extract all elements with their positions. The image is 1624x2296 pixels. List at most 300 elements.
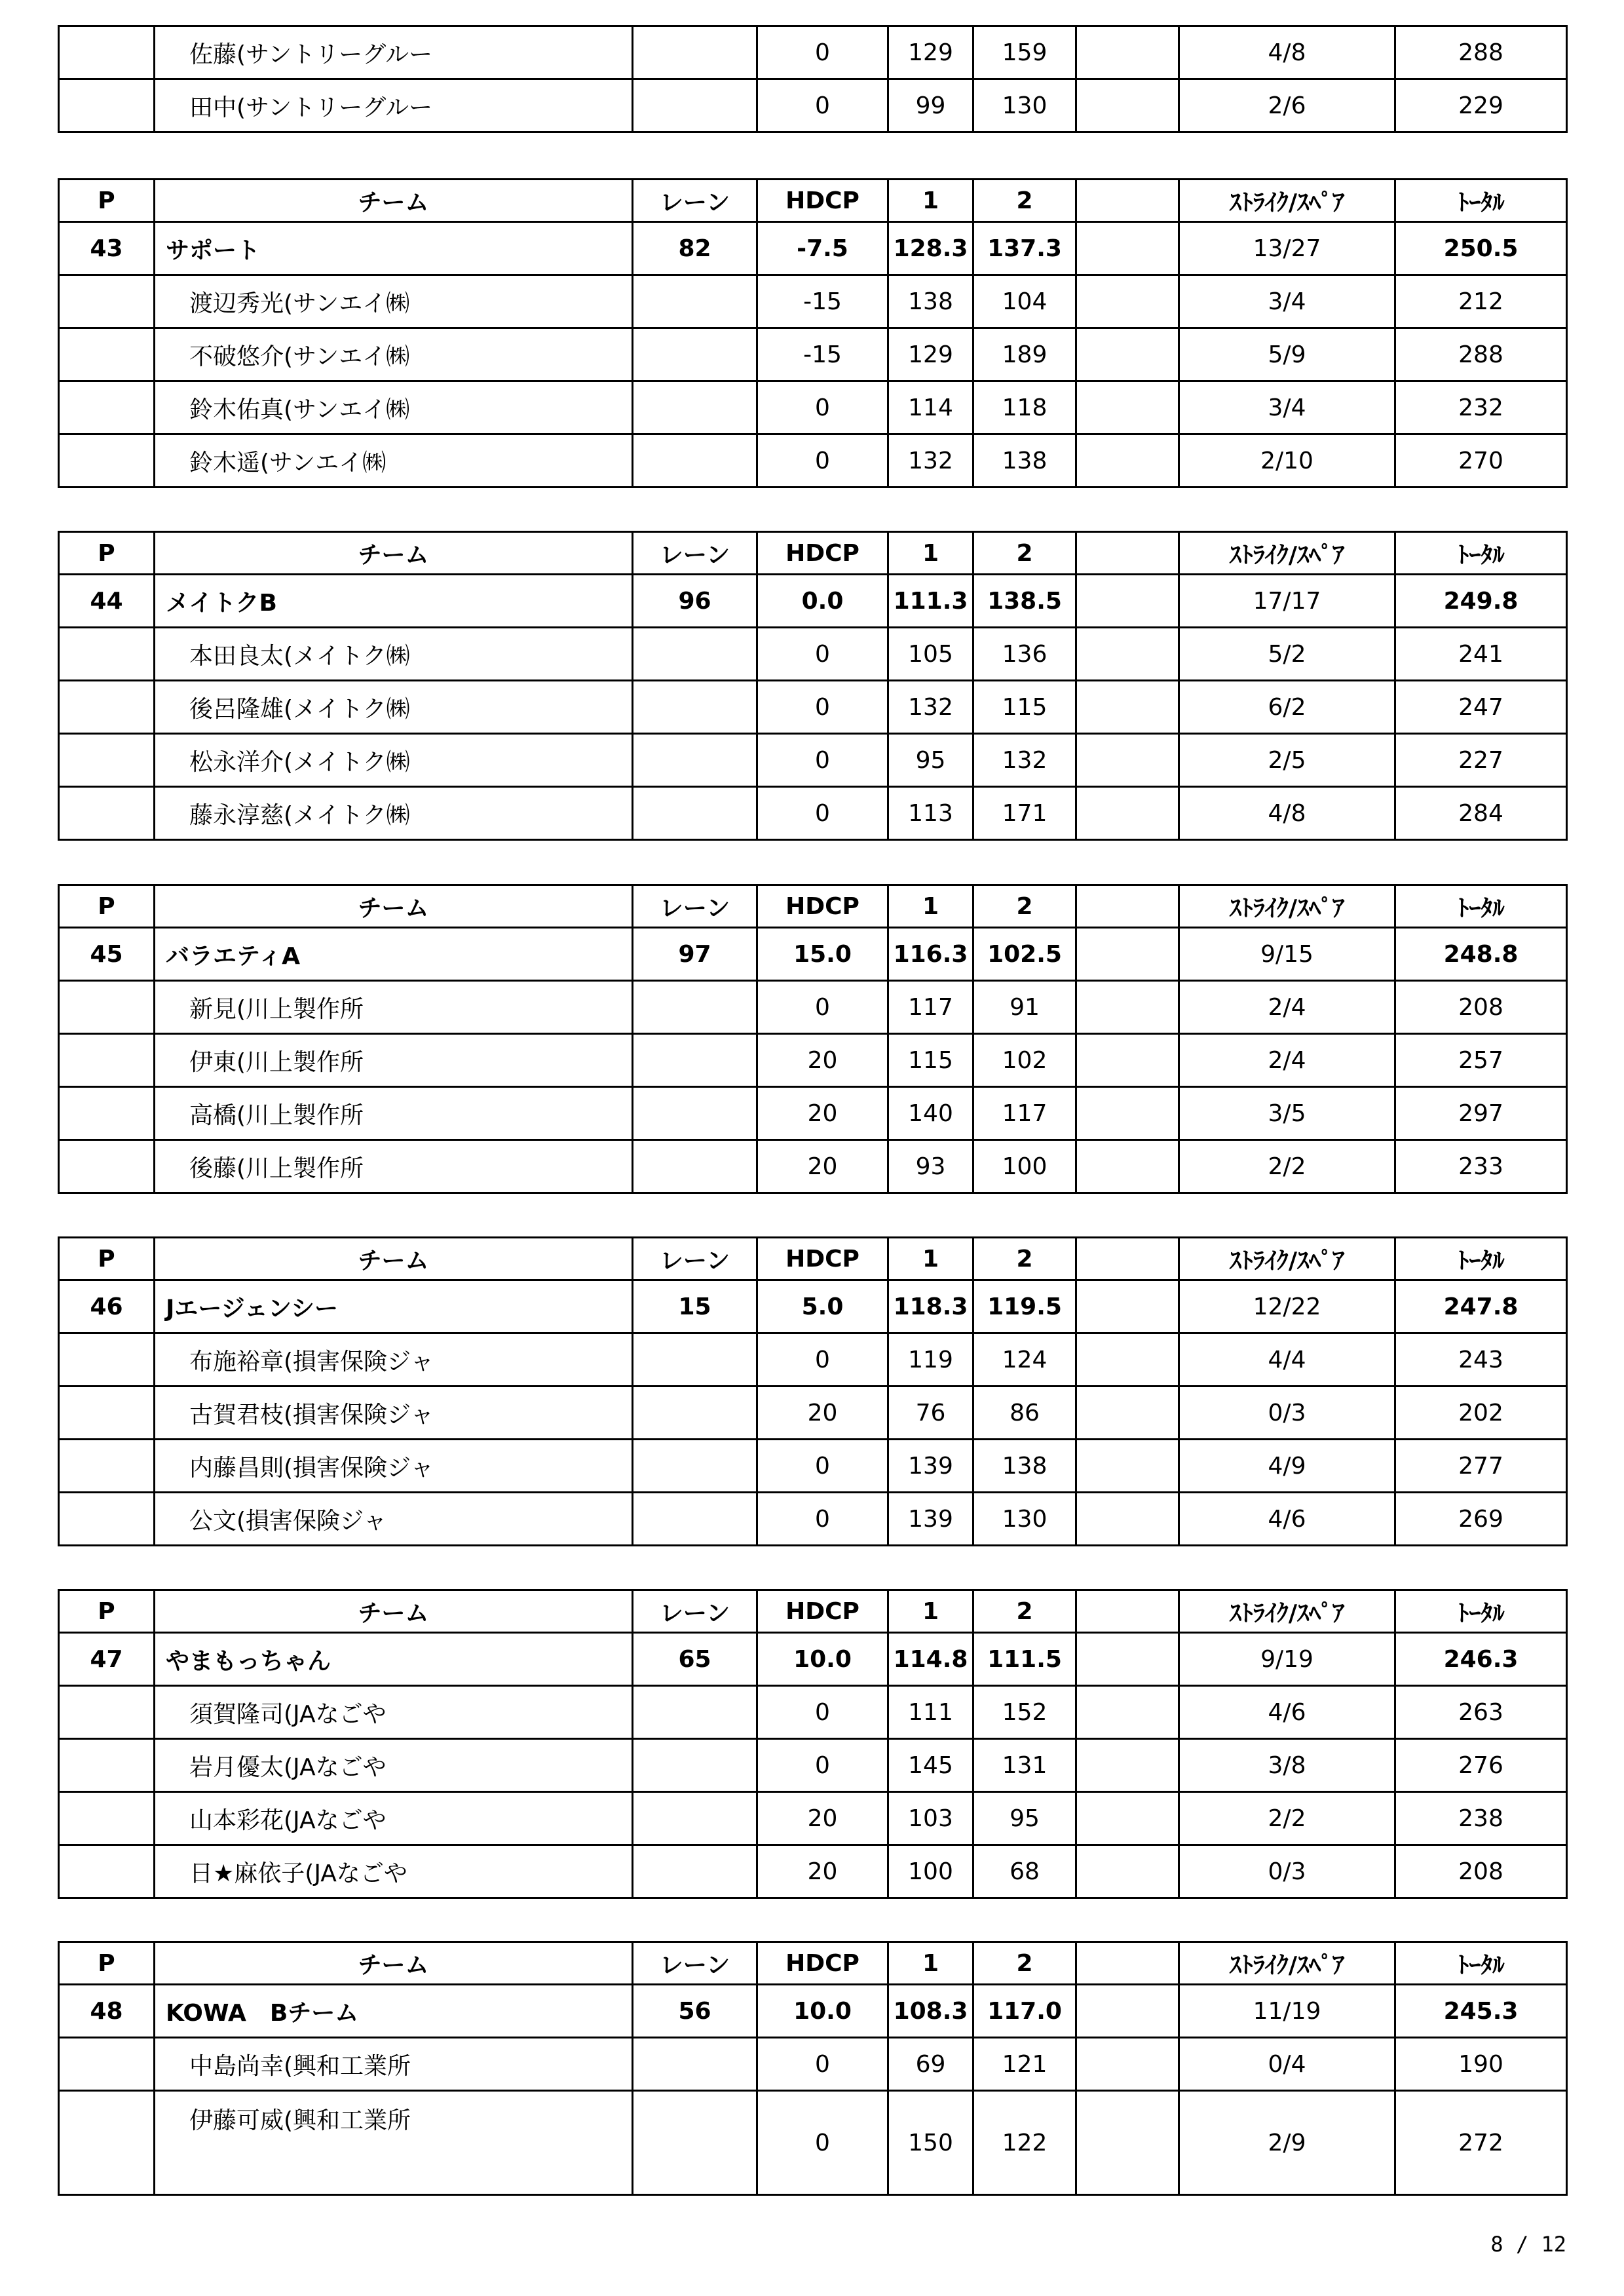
header-lane: レーン xyxy=(633,1590,757,1633)
team-strike-spare: 11/19 xyxy=(1179,1985,1395,2038)
team-hdcp: 0.0 xyxy=(757,575,888,628)
blank-cell xyxy=(1076,434,1179,488)
member-hdcp: 0 xyxy=(757,1686,888,1739)
member-game2: 130 xyxy=(973,79,1076,132)
blank-cell xyxy=(1076,575,1179,628)
member-game1: 139 xyxy=(888,1440,973,1493)
member-total: 212 xyxy=(1395,275,1567,328)
member-game1: 129 xyxy=(888,328,973,381)
header-row xyxy=(59,1590,1567,1633)
team-game1: 118.3 xyxy=(888,1280,973,1333)
member-hdcp: 20 xyxy=(757,1140,888,1193)
position-cell xyxy=(59,1792,155,1845)
member-total: 272 xyxy=(1395,2091,1567,2195)
team-table xyxy=(58,1236,1568,1546)
team-strike-spare: 9/19 xyxy=(1179,1633,1395,1686)
member-row xyxy=(59,1034,1567,1087)
member-name: 松永洋介(メイトク㈱ xyxy=(155,734,633,787)
member-total: 297 xyxy=(1395,1087,1567,1140)
member-strike-spare: 6/2 xyxy=(1179,681,1395,734)
lane-cell xyxy=(633,2091,757,2195)
team-hdcp: 15.0 xyxy=(757,928,888,981)
member-game2: 95 xyxy=(973,1792,1076,1845)
blank-cell xyxy=(1076,681,1179,734)
header-p: P xyxy=(59,1942,155,1985)
blank-cell xyxy=(1076,328,1179,381)
team-table xyxy=(58,1589,1568,1899)
member-game1: 99 xyxy=(888,79,973,132)
team-game2: 119.5 xyxy=(973,1280,1076,1333)
header-p: P xyxy=(59,180,155,222)
blank-cell xyxy=(1076,734,1179,787)
header-team: チーム xyxy=(155,1238,633,1280)
member-strike-spare: 0/3 xyxy=(1179,1845,1395,1898)
lane-cell xyxy=(633,981,757,1034)
member-game1: 145 xyxy=(888,1739,973,1792)
member-name: 渡辺秀光(サンエイ㈱ xyxy=(155,275,633,328)
team-strike-spare: 9/15 xyxy=(1179,928,1395,981)
member-game1: 117 xyxy=(888,981,973,1034)
header-team: チーム xyxy=(155,180,633,222)
member-strike-spare: 3/4 xyxy=(1179,381,1395,434)
member-name: 田中(サントリーグルー xyxy=(155,79,633,132)
position-cell xyxy=(59,381,155,434)
member-game2: 68 xyxy=(973,1845,1076,1898)
header-game2: 2 xyxy=(973,1942,1076,1985)
team-lane: 65 xyxy=(633,1633,757,1686)
blank-cell xyxy=(1076,1280,1179,1333)
member-name: 不破悠介(サンエイ㈱ xyxy=(155,328,633,381)
member-game1: 114 xyxy=(888,381,973,434)
member-hdcp: 0 xyxy=(757,26,888,79)
member-game2: 91 xyxy=(973,981,1076,1034)
team-position: 46 xyxy=(59,1280,155,1333)
member-row xyxy=(59,734,1567,787)
lane-cell xyxy=(633,1440,757,1493)
member-total: 229 xyxy=(1395,79,1567,132)
team-game2: 117.0 xyxy=(973,1985,1076,2038)
position-cell xyxy=(59,1739,155,1792)
header-game2: 2 xyxy=(973,1238,1076,1280)
header-total: ﾄｰﾀﾙ xyxy=(1395,1942,1567,1985)
member-strike-spare: 3/8 xyxy=(1179,1739,1395,1792)
member-total: 202 xyxy=(1395,1387,1567,1440)
team-game2: 138.5 xyxy=(973,575,1076,628)
team-name: Jエージェンシー xyxy=(155,1280,633,1333)
blank-cell xyxy=(1076,1686,1179,1739)
member-game2: 171 xyxy=(973,787,1076,840)
member-total: 238 xyxy=(1395,1792,1567,1845)
header-lane: レーン xyxy=(633,532,757,575)
header-blank xyxy=(1076,1942,1179,1985)
lane-cell xyxy=(633,787,757,840)
member-hdcp: -15 xyxy=(757,275,888,328)
header-total: ﾄｰﾀﾙ xyxy=(1395,180,1567,222)
member-row xyxy=(59,1739,1567,1792)
blank-cell xyxy=(1076,275,1179,328)
member-game2: 138 xyxy=(973,434,1076,488)
member-game2: 136 xyxy=(973,628,1076,681)
team-table xyxy=(58,884,1568,1194)
header-row xyxy=(59,1942,1567,1985)
header-p: P xyxy=(59,1590,155,1633)
member-hdcp: 0 xyxy=(757,1440,888,1493)
member-game1: 93 xyxy=(888,1140,973,1193)
member-row xyxy=(59,1140,1567,1193)
team-table xyxy=(58,178,1568,488)
team-hdcp: 5.0 xyxy=(757,1280,888,1333)
lane-cell xyxy=(633,1792,757,1845)
header-blank xyxy=(1076,180,1179,222)
header-hdcp: HDCP xyxy=(757,532,888,575)
lane-cell xyxy=(633,79,757,132)
header-team: チーム xyxy=(155,532,633,575)
member-game2: 189 xyxy=(973,328,1076,381)
position-cell xyxy=(59,2038,155,2091)
header-total: ﾄｰﾀﾙ xyxy=(1395,885,1567,928)
member-name: 日★麻依子(JAなごや xyxy=(155,1845,633,1898)
team-row xyxy=(59,928,1567,981)
member-hdcp: -15 xyxy=(757,328,888,381)
lane-cell xyxy=(633,1333,757,1387)
member-strike-spare: 2/6 xyxy=(1179,79,1395,132)
member-name: 藤永淳慈(メイトク㈱ xyxy=(155,787,633,840)
blank-cell xyxy=(1076,26,1179,79)
member-name: 須賀隆司(JAなごや xyxy=(155,1686,633,1739)
member-name: 内藤昌則(損害保険ジャ xyxy=(155,1440,633,1493)
member-game2: 115 xyxy=(973,681,1076,734)
team-position: 48 xyxy=(59,1985,155,2038)
member-game1: 113 xyxy=(888,787,973,840)
lane-cell xyxy=(633,26,757,79)
member-game2: 102 xyxy=(973,1034,1076,1087)
position-cell xyxy=(59,275,155,328)
team-total: 250.5 xyxy=(1395,222,1567,275)
member-game2: 100 xyxy=(973,1140,1076,1193)
blank-cell xyxy=(1076,1387,1179,1440)
position-cell xyxy=(59,1845,155,1898)
team-row xyxy=(59,222,1567,275)
header-game1: 1 xyxy=(888,1942,973,1985)
member-game1: 138 xyxy=(888,275,973,328)
member-name: 本田良太(メイトク㈱ xyxy=(155,628,633,681)
team-game1: 111.3 xyxy=(888,575,973,628)
header-lane: レーン xyxy=(633,1238,757,1280)
team-game1: 114.8 xyxy=(888,1633,973,1686)
member-game1: 100 xyxy=(888,1845,973,1898)
member-game2: 124 xyxy=(973,1333,1076,1387)
team-strike-spare: 17/17 xyxy=(1179,575,1395,628)
header-strike-spare: ｽﾄﾗｲｸ/ｽﾍﾟｱ xyxy=(1179,1942,1395,1985)
blank-cell xyxy=(1076,1034,1179,1087)
member-name: 公文(損害保険ジャ xyxy=(155,1493,633,1546)
member-hdcp: 0 xyxy=(757,1333,888,1387)
member-game1: 132 xyxy=(888,681,973,734)
lane-cell xyxy=(633,1493,757,1546)
lane-cell xyxy=(633,328,757,381)
lane-cell xyxy=(633,1686,757,1739)
blank-cell xyxy=(1076,1087,1179,1140)
member-name: 中島尚幸(興和工業所 xyxy=(155,2038,633,2091)
header-team: チーム xyxy=(155,885,633,928)
member-total: 284 xyxy=(1395,787,1567,840)
position-cell xyxy=(59,681,155,734)
member-row xyxy=(59,2091,1567,2195)
member-hdcp: 0 xyxy=(757,981,888,1034)
member-hdcp: 20 xyxy=(757,1034,888,1087)
lane-cell xyxy=(633,1034,757,1087)
member-hdcp: 20 xyxy=(757,1792,888,1845)
lane-cell xyxy=(633,434,757,488)
header-blank xyxy=(1076,1238,1179,1280)
member-total: 243 xyxy=(1395,1333,1567,1387)
header-hdcp: HDCP xyxy=(757,1942,888,1985)
blank-cell xyxy=(1076,1493,1179,1546)
header-row xyxy=(59,532,1567,575)
position-cell xyxy=(59,1140,155,1193)
member-game2: 131 xyxy=(973,1739,1076,1792)
member-name: 後呂隆雄(メイトク㈱ xyxy=(155,681,633,734)
header-strike-spare: ｽﾄﾗｲｸ/ｽﾍﾟｱ xyxy=(1179,180,1395,222)
member-hdcp: 0 xyxy=(757,628,888,681)
header-game2: 2 xyxy=(973,885,1076,928)
blank-cell xyxy=(1076,787,1179,840)
lane-cell xyxy=(633,275,757,328)
lane-cell xyxy=(633,1845,757,1898)
header-game1: 1 xyxy=(888,532,973,575)
lane-cell xyxy=(633,1739,757,1792)
member-total: 288 xyxy=(1395,328,1567,381)
header-p: P xyxy=(59,532,155,575)
member-strike-spare: 4/4 xyxy=(1179,1333,1395,1387)
position-cell xyxy=(59,1034,155,1087)
member-strike-spare: 2/2 xyxy=(1179,1792,1395,1845)
position-cell xyxy=(59,787,155,840)
member-row xyxy=(59,681,1567,734)
team-game1: 116.3 xyxy=(888,928,973,981)
team-name: KOWA Bチーム xyxy=(155,1985,633,2038)
member-game1: 140 xyxy=(888,1087,973,1140)
header-team: チーム xyxy=(155,1942,633,1985)
member-hdcp: 0 xyxy=(757,79,888,132)
team-lane: 82 xyxy=(633,222,757,275)
member-row xyxy=(59,1686,1567,1739)
header-blank xyxy=(1076,885,1179,928)
member-total: 208 xyxy=(1395,1845,1567,1898)
member-game1: 95 xyxy=(888,734,973,787)
member-strike-spare: 4/8 xyxy=(1179,787,1395,840)
blank-cell xyxy=(1076,1739,1179,1792)
position-cell xyxy=(59,1087,155,1140)
position-cell xyxy=(59,1493,155,1546)
member-hdcp: 0 xyxy=(757,787,888,840)
lane-cell xyxy=(633,1387,757,1440)
member-total: 232 xyxy=(1395,381,1567,434)
position-cell xyxy=(59,1686,155,1739)
member-game1: 76 xyxy=(888,1387,973,1440)
blank-cell xyxy=(1076,928,1179,981)
lane-cell xyxy=(633,1087,757,1140)
team-game2: 111.5 xyxy=(973,1633,1076,1686)
member-name: 佐藤(サントリーグルー xyxy=(155,26,633,79)
member-hdcp: 20 xyxy=(757,1087,888,1140)
lane-cell xyxy=(633,2038,757,2091)
member-game1: 132 xyxy=(888,434,973,488)
team-total: 249.8 xyxy=(1395,575,1567,628)
blank-cell xyxy=(1076,2038,1179,2091)
member-strike-spare: 0/3 xyxy=(1179,1387,1395,1440)
header-row xyxy=(59,1238,1567,1280)
header-lane: レーン xyxy=(633,885,757,928)
blank-cell xyxy=(1076,222,1179,275)
member-game2: 121 xyxy=(973,2038,1076,2091)
member-game1: 129 xyxy=(888,26,973,79)
member-total: 263 xyxy=(1395,1686,1567,1739)
member-hdcp: 0 xyxy=(757,2091,888,2195)
team-lane: 97 xyxy=(633,928,757,981)
member-row xyxy=(59,79,1567,132)
member-name: 伊東(川上製作所 xyxy=(155,1034,633,1087)
member-row xyxy=(59,1845,1567,1898)
member-name: 伊藤可威(興和工業所 xyxy=(155,2091,633,2195)
member-strike-spare: 2/5 xyxy=(1179,734,1395,787)
position-cell xyxy=(59,2091,155,2195)
member-game1: 119 xyxy=(888,1333,973,1387)
member-game1: 139 xyxy=(888,1493,973,1546)
position-cell xyxy=(59,1440,155,1493)
member-name: 鈴木佑真(サンエイ㈱ xyxy=(155,381,633,434)
blank-cell xyxy=(1076,1140,1179,1193)
member-total: 233 xyxy=(1395,1140,1567,1193)
member-game2: 118 xyxy=(973,381,1076,434)
lane-cell xyxy=(633,628,757,681)
team-strike-spare: 12/22 xyxy=(1179,1280,1395,1333)
member-game2: 138 xyxy=(973,1440,1076,1493)
header-strike-spare: ｽﾄﾗｲｸ/ｽﾍﾟｱ xyxy=(1179,885,1395,928)
member-game2: 104 xyxy=(973,275,1076,328)
position-cell xyxy=(59,434,155,488)
member-game1: 115 xyxy=(888,1034,973,1087)
blank-cell xyxy=(1076,79,1179,132)
member-strike-spare: 2/9 xyxy=(1179,2091,1395,2195)
member-total: 288 xyxy=(1395,26,1567,79)
member-row xyxy=(59,2038,1567,2091)
member-row xyxy=(59,328,1567,381)
member-strike-spare: 2/4 xyxy=(1179,981,1395,1034)
member-strike-spare: 4/6 xyxy=(1179,1686,1395,1739)
member-total: 270 xyxy=(1395,434,1567,488)
member-row xyxy=(59,381,1567,434)
member-total: 227 xyxy=(1395,734,1567,787)
member-game2: 159 xyxy=(973,26,1076,79)
team-position: 44 xyxy=(59,575,155,628)
team-total: 248.8 xyxy=(1395,928,1567,981)
team-row xyxy=(59,1633,1567,1686)
member-total: 241 xyxy=(1395,628,1567,681)
member-total: 269 xyxy=(1395,1493,1567,1546)
team-total: 245.3 xyxy=(1395,1985,1567,2038)
position-cell xyxy=(59,79,155,132)
member-strike-spare: 2/4 xyxy=(1179,1034,1395,1087)
blank-cell xyxy=(1076,2091,1179,2195)
member-strike-spare: 5/2 xyxy=(1179,628,1395,681)
member-strike-spare: 4/6 xyxy=(1179,1493,1395,1546)
member-strike-spare: 4/9 xyxy=(1179,1440,1395,1493)
member-row xyxy=(59,1440,1567,1493)
team-name: メイトクB xyxy=(155,575,633,628)
team-lane: 15 xyxy=(633,1280,757,1333)
header-p: P xyxy=(59,1238,155,1280)
member-game1: 69 xyxy=(888,2038,973,2091)
member-game2: 86 xyxy=(973,1387,1076,1440)
team-lane: 96 xyxy=(633,575,757,628)
member-strike-spare: 3/5 xyxy=(1179,1087,1395,1140)
blank-cell xyxy=(1076,628,1179,681)
member-row xyxy=(59,434,1567,488)
member-hdcp: 20 xyxy=(757,1845,888,1898)
position-cell xyxy=(59,628,155,681)
header-row xyxy=(59,885,1567,928)
team-row xyxy=(59,575,1567,628)
member-row xyxy=(59,1387,1567,1440)
blank-cell xyxy=(1076,1440,1179,1493)
member-strike-spare: 5/9 xyxy=(1179,328,1395,381)
lane-cell xyxy=(633,734,757,787)
team-hdcp: 10.0 xyxy=(757,1633,888,1686)
member-name: 布施裕章(損害保険ジャ xyxy=(155,1333,633,1387)
blank-cell xyxy=(1076,1333,1179,1387)
header-row xyxy=(59,180,1567,222)
header-hdcp: HDCP xyxy=(757,885,888,928)
team-game1: 108.3 xyxy=(888,1985,973,2038)
member-total: 190 xyxy=(1395,2038,1567,2091)
header-game2: 2 xyxy=(973,1590,1076,1633)
member-name: 古賀君枝(損害保険ジャ xyxy=(155,1387,633,1440)
header-lane: レーン xyxy=(633,180,757,222)
member-row xyxy=(59,275,1567,328)
team-name: やまもっちゃん xyxy=(155,1633,633,1686)
team-row xyxy=(59,1985,1567,2038)
header-strike-spare: ｽﾄﾗｲｸ/ｽﾍﾟｱ xyxy=(1179,1590,1395,1633)
team-lane: 56 xyxy=(633,1985,757,2038)
member-total: 208 xyxy=(1395,981,1567,1034)
member-game1: 103 xyxy=(888,1792,973,1845)
header-total: ﾄｰﾀﾙ xyxy=(1395,532,1567,575)
continued-team-table xyxy=(58,25,1568,133)
member-game1: 150 xyxy=(888,2091,973,2195)
blank-cell xyxy=(1076,1792,1179,1845)
header-game2: 2 xyxy=(973,180,1076,222)
member-name: 後藤(川上製作所 xyxy=(155,1140,633,1193)
member-total: 247 xyxy=(1395,681,1567,734)
team-game2: 102.5 xyxy=(973,928,1076,981)
member-name: 高橋(川上製作所 xyxy=(155,1087,633,1140)
member-game2: 122 xyxy=(973,2091,1076,2195)
lane-cell xyxy=(633,1140,757,1193)
header-team: チーム xyxy=(155,1590,633,1633)
lane-cell xyxy=(633,681,757,734)
header-blank xyxy=(1076,1590,1179,1633)
member-row xyxy=(59,628,1567,681)
member-game2: 132 xyxy=(973,734,1076,787)
position-cell xyxy=(59,734,155,787)
member-game1: 111 xyxy=(888,1686,973,1739)
member-hdcp: 0 xyxy=(757,1739,888,1792)
header-total: ﾄｰﾀﾙ xyxy=(1395,1590,1567,1633)
header-p: P xyxy=(59,885,155,928)
header-hdcp: HDCP xyxy=(757,1590,888,1633)
member-row xyxy=(59,1792,1567,1845)
